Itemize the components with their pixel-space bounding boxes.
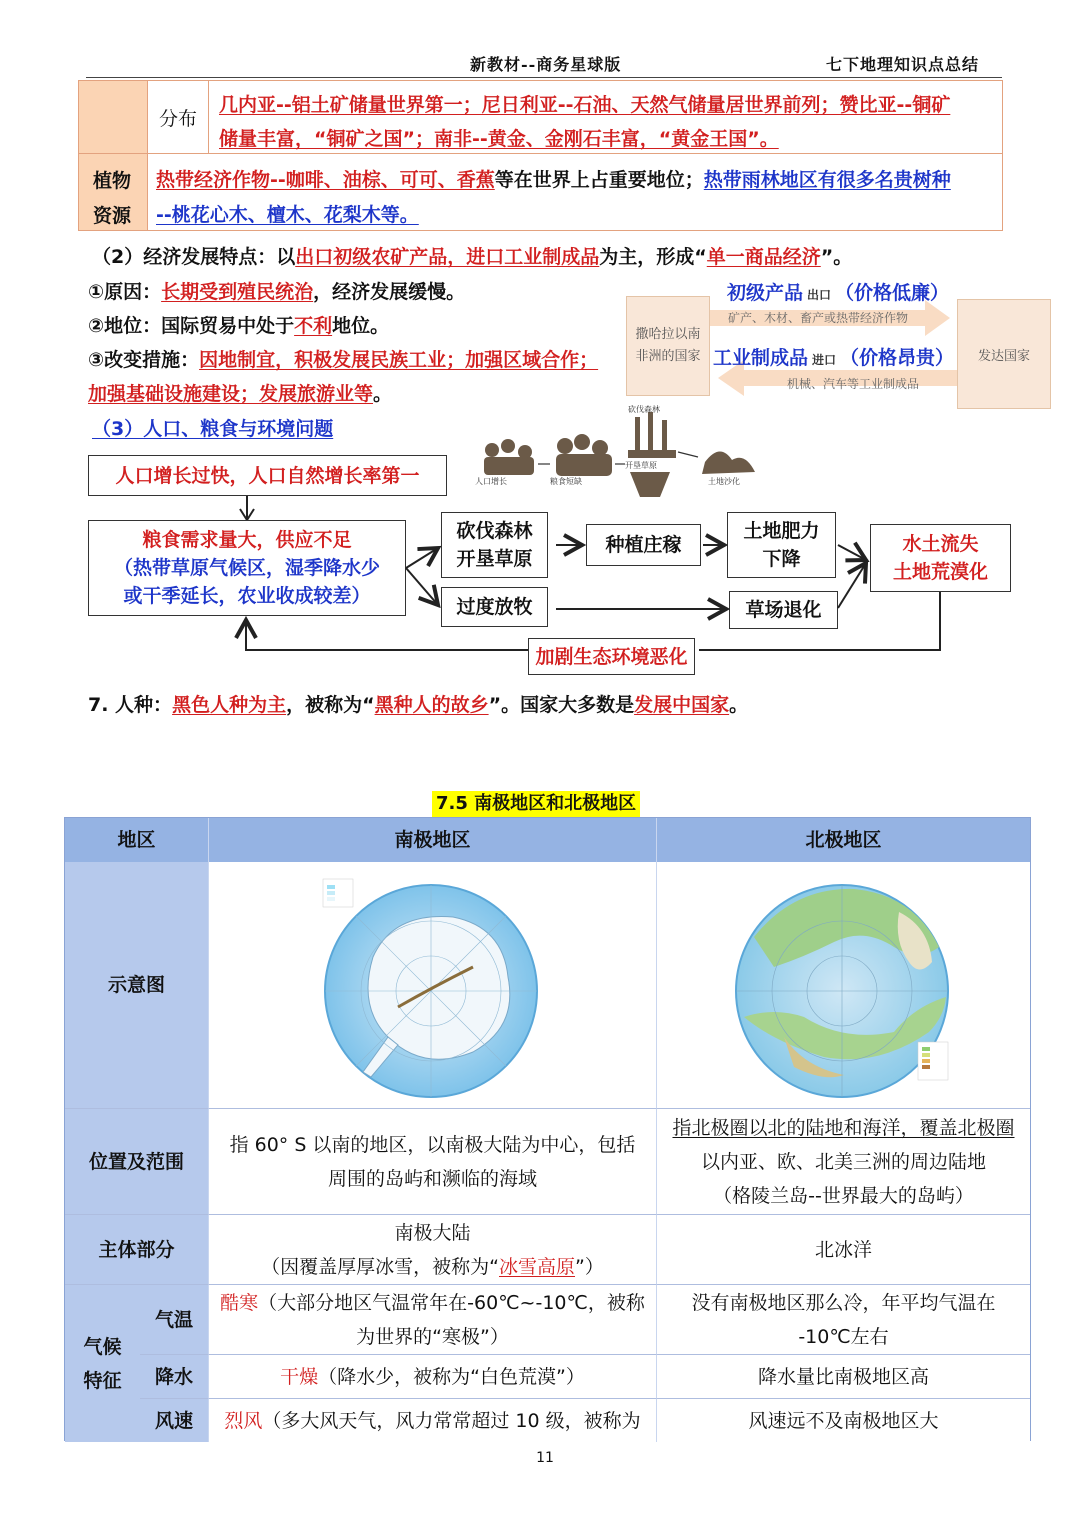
illus-label-0: 人口增长 [475,477,507,486]
page-number: 11 [536,1450,554,1466]
pos-label: 位置及范围 [65,1108,208,1214]
prec-label: 降水 [140,1354,208,1398]
trade-import: 进口 [812,353,837,367]
econ-title-b: 出口初级农矿产品，进口工业制成品 [295,246,600,268]
temp-north-2: -10℃左右 [798,1325,889,1348]
pos-south-1: 指 60° S 以南的地区，以南极大陆为中心，包括 [229,1133,636,1156]
pos-south [208,1108,656,1214]
trade-left-box: 撒哈拉以南非洲的国家 [626,296,710,396]
temp-south-1a: 酷寒 [220,1291,259,1314]
polar-table [64,817,1031,1441]
box-graze: 过度放牧 [441,587,548,627]
race-c: ，被称为“ [286,694,375,716]
reason-c: ，经济发展缓慢。 [313,281,466,303]
pos-south-2: 周围的岛屿和濒临的海域 [327,1167,537,1190]
box-plant: 种植庄稼 [586,524,701,566]
north-map-cell [656,862,1030,1108]
race-line [88,690,748,717]
race-d: 黑种人的故乡 [374,694,489,716]
climate-label-1: 气候 [83,1335,122,1358]
temp-south-2: 为世界的“寒极”） [356,1325,509,1348]
illus-label-2: 砍伐森林 [628,405,660,414]
header-right: 七下地理知识点总结 [826,55,980,74]
illus-label-4: 土地沙化 [708,477,740,486]
main-south [208,1214,656,1284]
box-grass: 草场退化 [729,591,838,629]
plant-label-1: 植物 [93,170,132,192]
temp-label: 气温 [140,1284,208,1354]
measure-b: 因地制宜，积极发展民族工业；加强区域合作； [199,349,599,371]
h-north: 北极地区 [656,818,1030,862]
box-growth: 人口增长过快，人口自然增长率第一 [88,455,447,496]
header-left: 新教材--商务星球版 [470,55,622,74]
race-b: 黑色人种为主 [172,694,287,716]
trade-right-box: 发达国家 [957,299,1051,409]
measure-d: 。 [373,383,393,405]
measure-a: ③改变措施： [88,349,200,371]
race-a: 7. 人种： [88,694,173,716]
trade-expensive: （价格昂贵） [840,347,955,369]
box-soil-1: 土地肥力 [743,520,820,542]
dist-line-1: 几内亚--铝土矿储量世界第一；尼日利亚--石油、天然气储量居世界前列；赞比亚--铜矿 [219,94,951,116]
trade-arrow1-label: 矿产、木材、畜产或热带经济作物 [728,311,909,325]
trade-cheap: （价格低廉） [835,282,950,304]
dist-line-2: 储量丰富，“铜矿之国”；南非--黄金、金刚石丰富，“黄金王国”。 [219,128,779,150]
section-title: 7.5 南极地区和北极地区 [432,791,640,817]
wind-north: 风速远不及南极地区大 [656,1398,1030,1442]
arctic-map [714,867,974,1103]
temp-south-1b: （大部分地区气温常年在-60℃~-10℃，被称 [258,1291,645,1314]
pos-north [656,1108,1030,1214]
illus-label-3: 开垦草原 [625,461,657,470]
reason-a: ①原因： [88,281,162,303]
status-a: ②地位：国际贸易中处于 [88,315,295,337]
temp-north [656,1284,1030,1354]
measure-c: 加强基础设施建设；发展旅游业等 [88,383,374,405]
flow-arrows [0,0,1080,700]
main-south-1: 南极大陆 [394,1221,471,1244]
race-g: 。 [729,694,749,716]
main-label: 主体部分 [65,1214,208,1284]
prec-south-a: 干燥 [280,1365,319,1388]
wind-south-a: 烈风 [224,1409,263,1432]
main-north: 北冰洋 [656,1214,1030,1284]
box-loss-1: 水土流失 [902,533,979,555]
box-loss-2: 土地荒漠化 [892,561,988,583]
prec-south [208,1354,656,1398]
plant-crops: 热带经济作物--咖啡、油棕、可可、香蕉 [156,169,495,191]
plant-label-2: 资源 [93,205,132,227]
box-soil-2: 下降 [762,548,801,570]
status-b: 不利 [294,315,333,337]
race-f: 发展中国家 [634,694,730,716]
south-map-cell [208,862,656,1108]
pos-north-1: 指北极圈以北的陆地和海洋，覆盖北极圈 [672,1116,1015,1139]
econ-title-d: 单一商品经济 [706,246,821,268]
climate-label-2: 特征 [83,1369,122,1392]
wind-south [208,1398,656,1442]
main-south-2 [261,1250,604,1284]
trade-arrow2-label: 机械、汽车等工业制成品 [787,377,920,391]
econ-title-e: ”。 [820,246,853,268]
status-c: 地位。 [332,315,390,337]
box-cut-2: 开垦草原 [456,548,533,570]
pos-north-2: 以内亚、欧、北美三洲的周边陆地 [700,1150,986,1173]
trade-export: 出口 [807,288,832,302]
trade-manufactured: 工业制成品 [713,347,809,369]
box-cut-1: 砍伐森林 [456,520,533,542]
box-food-2: （热带草原气候区，湿季降水少 [113,557,380,579]
dist-label-text: 分布 [158,107,197,130]
box-food-1: 粮食需求量大，供应不足 [142,529,352,551]
illus-label-1: 粮食短缺 [550,477,582,486]
plant-mid: 等在世界上占重要地位； [494,169,704,191]
main-south-2b: 冰雪高原 [499,1255,576,1278]
trade-primary: 初级产品 [727,282,804,304]
plant-line-2: --桃花心木、檀木、花梨木等。 [156,204,419,226]
prec-south-b: （降水少，被称为“白色荒漠”） [318,1365,585,1388]
race-e: ”。国家大多数是 [488,694,635,716]
main-south-2a: （因覆盖厚厚冰雪，被称为“ [261,1255,499,1278]
plant-rainforest: 热带雨林地区有很多名贵树种 [703,169,951,191]
h-region: 地区 [65,818,208,862]
wind-label: 风速 [140,1398,208,1442]
map-label: 示意图 [65,862,208,1108]
pos-north-3: （格陵兰岛--世界最大的岛屿） [713,1184,974,1207]
antarctica-map [303,867,563,1103]
main-south-2c: ”） [575,1255,604,1278]
wind-south-b: （多大风天气，风力常常超过 10 级，被称为 [262,1409,641,1432]
h-south: 南极地区 [208,818,656,862]
reason-b: 长期受到殖民统治 [161,281,314,303]
pop-title: （3）人口、粮食与环境问题 [92,418,334,440]
box-eco: 加剧生态环境恶化 [528,638,695,675]
prec-north: 降水量比南极地区高 [656,1354,1030,1398]
econ-title-a: （2）经济发展特点：以 [92,246,296,268]
temp-south [208,1284,656,1354]
econ-title-c: 为主，形成“ [599,246,707,268]
climate-label [65,1284,140,1442]
temp-north-1: 没有南极地区那么冷，年平均气温在 [691,1291,996,1314]
temp-south-1 [220,1286,645,1320]
box-food-3: 或干季延长，农业收成较差） [123,585,371,607]
